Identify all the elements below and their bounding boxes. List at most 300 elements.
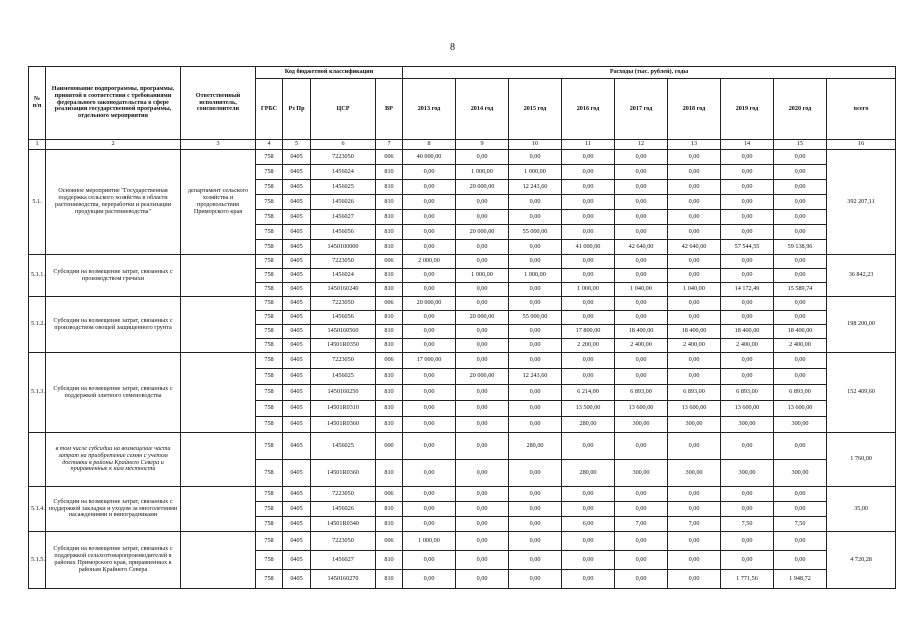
year-amount: 0,00 <box>509 283 562 297</box>
grbs-code: 758 <box>256 487 283 502</box>
year-amount: 0,00 <box>721 255 774 269</box>
row-total: 4 720,28 <box>827 532 896 589</box>
year-amount: 0,00 <box>774 369 827 385</box>
item-name: Субсидии на возмещение затрат, связанных с производством овощей защищенного грунта <box>46 297 181 353</box>
year-amount: 0,00 <box>668 369 721 385</box>
year-amount: 0,00 <box>509 570 562 589</box>
grbs-code: 758 <box>256 369 283 385</box>
grbs-code: 758 <box>256 325 283 339</box>
year-amount: 1 000,00 <box>509 269 562 283</box>
year-amount: 0,00 <box>403 311 456 325</box>
year-amount: 0,00 <box>456 385 509 401</box>
row-total: 1 760,00 <box>827 433 896 487</box>
year-amount: 2 400,00 <box>615 339 668 353</box>
csr-code: 1450160250 <box>311 385 376 401</box>
column-index: 3 <box>181 140 256 150</box>
grbs-code: 758 <box>256 150 283 165</box>
rzpr-code: 0405 <box>283 570 311 589</box>
csr-code: 1456056 <box>311 311 376 325</box>
year-amount: 0,00 <box>562 532 615 551</box>
year-amount: 300,00 <box>668 460 721 487</box>
year-amount: 6 893,00 <box>668 385 721 401</box>
year-amount: 20 000,00 <box>403 297 456 311</box>
year-amount: 0,00 <box>509 339 562 353</box>
year-amount: 300,00 <box>668 417 721 433</box>
rzpr-code: 0405 <box>283 311 311 325</box>
year-amount: 0,00 <box>456 297 509 311</box>
year-amount: 0,00 <box>721 180 774 195</box>
column-index: 2 <box>46 140 181 150</box>
year-amount: 1 040,00 <box>668 283 721 297</box>
rzpr-code: 0405 <box>283 460 311 487</box>
year-amount: 0,00 <box>668 195 721 210</box>
year-amount: 0,00 <box>562 297 615 311</box>
year-amount: 0,00 <box>456 417 509 433</box>
year-amount: 0,00 <box>509 210 562 225</box>
header-rzpr: Рз Пр <box>283 79 311 140</box>
year-amount: 0,00 <box>403 339 456 353</box>
column-index: 12 <box>615 140 668 150</box>
header-budget-class: Код бюджетной классификации <box>256 67 403 79</box>
column-index: 15 <box>774 140 827 150</box>
year-amount: 13 600,00 <box>721 401 774 417</box>
year-amount: 300,00 <box>615 460 668 487</box>
year-amount: 0,00 <box>403 195 456 210</box>
year-amount: 7,50 <box>774 517 827 532</box>
year-amount: 0,00 <box>562 433 615 460</box>
year-amount: 0,00 <box>509 460 562 487</box>
year-amount: 0,00 <box>774 353 827 369</box>
csr-code: 1450160560 <box>311 325 376 339</box>
vr-code: 810 <box>376 180 403 195</box>
year-amount: 0,00 <box>456 195 509 210</box>
rzpr-code: 0405 <box>283 255 311 269</box>
year-amount: 0,00 <box>721 369 774 385</box>
year-amount: 0,00 <box>403 570 456 589</box>
year-amount: 0,00 <box>403 401 456 417</box>
column-index: 16 <box>827 140 896 150</box>
year-amount: 0,00 <box>615 255 668 269</box>
row-total: 198 200,00 <box>827 297 896 353</box>
year-amount: 6 893,00 <box>774 385 827 401</box>
rzpr-code: 0405 <box>283 487 311 502</box>
year-amount: 59 138,96 <box>774 240 827 255</box>
year-amount: 0,00 <box>509 325 562 339</box>
vr-code: 810 <box>376 210 403 225</box>
year-amount: 0,00 <box>668 502 721 517</box>
year-amount: 0,00 <box>403 551 456 570</box>
year-amount: 0,00 <box>509 502 562 517</box>
year-amount: 0,00 <box>774 180 827 195</box>
year-amount: 17 000,00 <box>403 353 456 369</box>
year-amount: 0,00 <box>509 532 562 551</box>
year-amount: 280,00 <box>562 460 615 487</box>
grbs-code: 758 <box>256 297 283 311</box>
year-amount: 0,00 <box>668 353 721 369</box>
csr-code: 1456026 <box>311 502 376 517</box>
vr-code: 810 <box>376 240 403 255</box>
grbs-code: 758 <box>256 353 283 369</box>
grbs-code: 758 <box>256 460 283 487</box>
header-year: 2018 год <box>668 79 721 140</box>
year-amount: 0,00 <box>668 269 721 283</box>
year-amount: 13 500,00 <box>562 401 615 417</box>
csr-code: 1456027 <box>311 551 376 570</box>
item-number: 5.1. <box>29 150 46 255</box>
page-number: 8 <box>450 42 455 53</box>
item-name: Субсидии на возмещение затрат, связанных с поддержкой сельхозтоваропроизводителей в районах Приморского края, приравненных к районам Крайнего Севера <box>46 532 181 589</box>
year-amount: 0,00 <box>562 225 615 240</box>
vr-code: 000 <box>376 433 403 460</box>
year-amount: 0,00 <box>403 433 456 460</box>
year-amount: 0,00 <box>774 532 827 551</box>
vr-code: 810 <box>376 339 403 353</box>
year-amount: 0,00 <box>615 532 668 551</box>
year-amount: 0,00 <box>615 165 668 180</box>
grbs-code: 758 <box>256 401 283 417</box>
csr-code: 1456025 <box>311 180 376 195</box>
header-year: 2020 год <box>774 79 827 140</box>
year-amount: 0,00 <box>456 210 509 225</box>
year-amount: 0,00 <box>509 385 562 401</box>
year-amount: 20 000,00 <box>456 180 509 195</box>
column-index: 13 <box>668 140 721 150</box>
item-number: 5.1.5. <box>29 532 46 589</box>
table-row <box>29 297 896 311</box>
year-amount: 0,00 <box>774 433 827 460</box>
csr-code: 1456056 <box>311 225 376 240</box>
header-executor: Ответственный исполнитель, соисполнители <box>181 67 256 140</box>
year-amount: 1 040,00 <box>615 283 668 297</box>
year-amount: 2 400,00 <box>668 339 721 353</box>
header-year: 2013 год <box>403 79 456 140</box>
year-amount: 0,00 <box>668 311 721 325</box>
year-amount: 0,00 <box>562 353 615 369</box>
item-number: 5.1.3. <box>29 353 46 433</box>
year-amount: 0,00 <box>509 150 562 165</box>
row-total: 392 207,11 <box>827 150 896 255</box>
year-amount: 0,00 <box>456 150 509 165</box>
year-amount: 0,00 <box>668 150 721 165</box>
grbs-code: 758 <box>256 433 283 460</box>
year-amount: 0,00 <box>721 551 774 570</box>
year-amount: 2 200,00 <box>562 339 615 353</box>
csr-code: 14501R0350 <box>311 339 376 353</box>
year-amount: 1 000,00 <box>403 532 456 551</box>
year-amount: 0,00 <box>774 551 827 570</box>
grbs-code: 758 <box>256 385 283 401</box>
column-index: 14 <box>721 140 774 150</box>
year-amount: 2 000,00 <box>403 255 456 269</box>
year-amount: 0,00 <box>403 210 456 225</box>
year-amount: 0,00 <box>562 150 615 165</box>
year-amount: 13 600,00 <box>774 401 827 417</box>
year-amount: 0,00 <box>668 165 721 180</box>
csr-code: 7223050 <box>311 255 376 269</box>
year-amount: 6 214,00 <box>562 385 615 401</box>
column-index: 7 <box>376 140 403 150</box>
year-amount: 57 544,55 <box>721 240 774 255</box>
year-amount: 0,00 <box>615 195 668 210</box>
year-amount: 0,00 <box>509 487 562 502</box>
vr-code: 810 <box>376 570 403 589</box>
csr-code: 1456024 <box>311 165 376 180</box>
year-amount: 0,00 <box>668 225 721 240</box>
row-total: 36 842,23 <box>827 255 896 297</box>
year-amount: 0,00 <box>668 433 721 460</box>
rzpr-code: 0405 <box>283 165 311 180</box>
year-amount: 0,00 <box>562 195 615 210</box>
rzpr-code: 0405 <box>283 385 311 401</box>
grbs-code: 758 <box>256 311 283 325</box>
year-amount: 0,00 <box>615 269 668 283</box>
column-index: 11 <box>562 140 615 150</box>
year-amount: 55 000,00 <box>509 225 562 240</box>
year-amount: 15 589,74 <box>774 283 827 297</box>
year-amount: 0,00 <box>562 311 615 325</box>
year-amount: 0,00 <box>403 487 456 502</box>
year-amount: 0,00 <box>721 297 774 311</box>
year-amount: 0,00 <box>456 240 509 255</box>
year-amount: 280,00 <box>562 417 615 433</box>
year-amount: 0,00 <box>456 551 509 570</box>
column-index: 1 <box>29 140 46 150</box>
year-amount: 0,00 <box>509 297 562 311</box>
column-index: 6 <box>311 140 376 150</box>
header-expenses: Расходы (тыс. рублей), годы <box>403 67 896 79</box>
year-amount: 0,00 <box>774 225 827 240</box>
vr-code: 810 <box>376 460 403 487</box>
year-amount: 0,00 <box>615 502 668 517</box>
year-amount: 300,00 <box>774 417 827 433</box>
year-amount: 20 000,00 <box>456 369 509 385</box>
csr-code: 1450160240 <box>311 283 376 297</box>
year-amount: 40 000,00 <box>403 150 456 165</box>
csr-code: 1456027 <box>311 210 376 225</box>
grbs-code: 758 <box>256 225 283 240</box>
year-amount: 0,00 <box>562 210 615 225</box>
grbs-code: 758 <box>256 180 283 195</box>
year-amount: 12 243,60 <box>509 369 562 385</box>
table-row <box>29 532 896 551</box>
year-amount: 0,00 <box>615 311 668 325</box>
year-amount: 0,00 <box>774 487 827 502</box>
year-amount: 0,00 <box>721 165 774 180</box>
vr-code: 006 <box>376 532 403 551</box>
year-amount: 0,00 <box>668 551 721 570</box>
vr-code: 810 <box>376 283 403 297</box>
header-year: 2017 год <box>615 79 668 140</box>
year-amount: 0,00 <box>456 325 509 339</box>
year-amount: 0,00 <box>403 283 456 297</box>
vr-code: 006 <box>376 353 403 369</box>
rzpr-code: 0405 <box>283 210 311 225</box>
csr-code: 14501R0360 <box>311 460 376 487</box>
year-amount: 0,00 <box>774 502 827 517</box>
year-amount: 0,00 <box>456 339 509 353</box>
year-amount: 17 800,00 <box>562 325 615 339</box>
item-number: 5.1.2. <box>29 297 46 353</box>
year-amount: 0,00 <box>562 255 615 269</box>
year-amount: 1 000,00 <box>562 283 615 297</box>
year-amount: 0,00 <box>403 240 456 255</box>
year-amount: 0,00 <box>774 311 827 325</box>
row-total: 35,00 <box>827 487 896 532</box>
year-amount: 0,00 <box>615 225 668 240</box>
column-index: 10 <box>509 140 562 150</box>
grbs-code: 758 <box>256 570 283 589</box>
year-amount: 0,00 <box>509 551 562 570</box>
vr-code: 810 <box>376 551 403 570</box>
year-amount: 0,00 <box>774 255 827 269</box>
year-amount: 0,00 <box>615 433 668 460</box>
grbs-code: 758 <box>256 195 283 210</box>
rzpr-code: 0405 <box>283 269 311 283</box>
year-amount: 0,00 <box>456 532 509 551</box>
executor <box>181 297 256 353</box>
year-amount: 300,00 <box>774 460 827 487</box>
year-amount: 0,00 <box>774 210 827 225</box>
year-amount: 0,00 <box>403 325 456 339</box>
vr-code: 006 <box>376 150 403 165</box>
year-amount: 7,00 <box>668 517 721 532</box>
vr-code: 810 <box>376 385 403 401</box>
year-amount: 55 000,00 <box>509 311 562 325</box>
rzpr-code: 0405 <box>283 502 311 517</box>
grbs-code: 758 <box>256 283 283 297</box>
rzpr-code: 0405 <box>283 433 311 460</box>
budget-table <box>28 66 896 589</box>
csr-code: 14501R0310 <box>311 401 376 417</box>
header-year: 2014 год <box>456 79 509 140</box>
year-amount: 0,00 <box>721 353 774 369</box>
year-amount: 300,00 <box>721 417 774 433</box>
year-amount: 42 640,00 <box>668 240 721 255</box>
year-amount: 0,00 <box>721 269 774 283</box>
year-amount: 300,00 <box>615 417 668 433</box>
header-grbs: ГРБС <box>256 79 283 140</box>
year-amount: 0,00 <box>403 165 456 180</box>
rzpr-code: 0405 <box>283 150 311 165</box>
table-row <box>29 487 896 502</box>
year-amount: 7,50 <box>721 517 774 532</box>
year-amount: 0,00 <box>721 150 774 165</box>
year-amount: 0,00 <box>403 180 456 195</box>
item-number <box>29 433 46 487</box>
year-amount: 0,00 <box>668 297 721 311</box>
year-amount: 0,00 <box>774 150 827 165</box>
csr-code: 7223050 <box>311 150 376 165</box>
vr-code: 810 <box>376 502 403 517</box>
vr-code: 810 <box>376 369 403 385</box>
vr-code: 810 <box>376 269 403 283</box>
year-amount: 2 400,00 <box>721 339 774 353</box>
year-amount: 0,00 <box>509 195 562 210</box>
year-amount: 0,00 <box>615 180 668 195</box>
grbs-code: 758 <box>256 269 283 283</box>
year-amount: 0,00 <box>403 517 456 532</box>
year-amount: 0,00 <box>668 570 721 589</box>
csr-code: 7223050 <box>311 353 376 369</box>
grbs-code: 758 <box>256 532 283 551</box>
executor <box>181 433 256 487</box>
year-amount: 14 172,49 <box>721 283 774 297</box>
year-amount: 0,00 <box>774 269 827 283</box>
rzpr-code: 0405 <box>283 180 311 195</box>
year-amount: 0,00 <box>456 570 509 589</box>
rzpr-code: 0405 <box>283 339 311 353</box>
year-amount: 0,00 <box>668 210 721 225</box>
vr-code: 810 <box>376 401 403 417</box>
year-amount: 1 000,00 <box>509 165 562 180</box>
year-amount: 0,00 <box>509 517 562 532</box>
column-index: 8 <box>403 140 456 150</box>
year-amount: 18 400,00 <box>668 325 721 339</box>
item-name: в том числе субсидии на возмещение части затрат на приобретение семян с учетом доставки в районы Крайнего Севера и приравненные к ним местности <box>46 433 181 487</box>
vr-code: 810 <box>376 225 403 240</box>
executor: департамент сельского хозяйства и продовольствия Приморского края <box>181 150 256 255</box>
year-amount: 0,00 <box>721 311 774 325</box>
header-no: № п/п <box>29 67 46 140</box>
header-year: 2015 год <box>509 79 562 140</box>
year-amount: 0,00 <box>562 551 615 570</box>
rzpr-code: 0405 <box>283 417 311 433</box>
grbs-code: 758 <box>256 165 283 180</box>
csr-code: 1456024 <box>311 269 376 283</box>
table-header <box>29 67 896 140</box>
year-amount: 0,00 <box>615 570 668 589</box>
year-amount: 0,00 <box>615 210 668 225</box>
csr-code: 1450160270 <box>311 570 376 589</box>
year-amount: 0,00 <box>721 502 774 517</box>
year-amount: 0,00 <box>509 401 562 417</box>
item-name: Субсидии на возмещение затрат, связанных с производством гречихи <box>46 255 181 297</box>
table-row <box>29 150 896 165</box>
rzpr-code: 0405 <box>283 283 311 297</box>
vr-code: 006 <box>376 487 403 502</box>
grbs-code: 758 <box>256 502 283 517</box>
item-name: Основное мероприятие "Государственная поддержка сельского хозяйства в области растениеводства, переработки и реализации продукции растениеводства" <box>46 150 181 255</box>
year-amount: 0,00 <box>721 225 774 240</box>
year-amount: 0,00 <box>403 417 456 433</box>
year-amount: 0,00 <box>615 487 668 502</box>
year-amount: 0,00 <box>562 180 615 195</box>
year-amount: 0,00 <box>668 255 721 269</box>
year-amount: 280,00 <box>509 433 562 460</box>
year-amount: 0,00 <box>615 297 668 311</box>
year-amount: 1 948,72 <box>774 570 827 589</box>
year-amount: 12 243,60 <box>509 180 562 195</box>
item-name: Субсидии на возмещение затрат, связанных с поддержкой закладки и уходом за многолетними насаждениями и виноградниками <box>46 487 181 532</box>
table-body <box>29 140 896 589</box>
year-amount: 0,00 <box>403 225 456 240</box>
grbs-code: 758 <box>256 255 283 269</box>
year-amount: 0,00 <box>509 240 562 255</box>
executor <box>181 255 256 297</box>
column-index-row <box>29 140 896 150</box>
year-amount: 0,00 <box>615 369 668 385</box>
grbs-code: 758 <box>256 417 283 433</box>
year-amount: 300,00 <box>721 460 774 487</box>
year-amount: 0,00 <box>562 269 615 283</box>
year-amount: 0,00 <box>615 150 668 165</box>
year-amount: 0,00 <box>562 369 615 385</box>
csr-code: 7223050 <box>311 532 376 551</box>
year-amount: 42 640,00 <box>615 240 668 255</box>
year-amount: 0,00 <box>668 532 721 551</box>
year-amount: 0,00 <box>562 165 615 180</box>
year-amount: 0,00 <box>615 551 668 570</box>
